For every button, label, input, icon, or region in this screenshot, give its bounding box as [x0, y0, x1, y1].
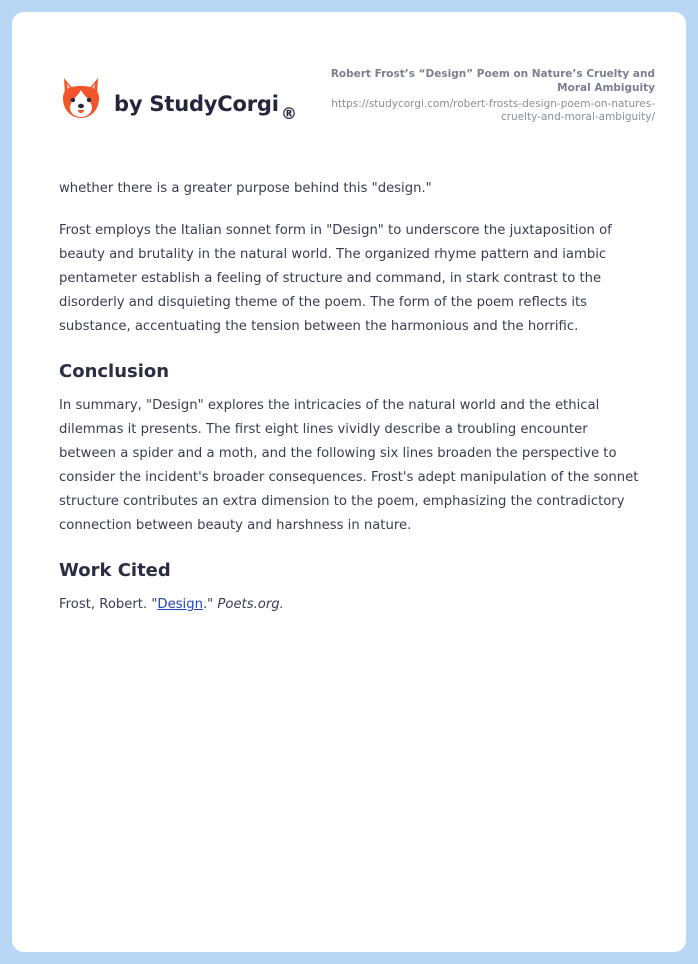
paragraph: Frost employs the Italian sonnet form in "Design" to underscore the juxtaposition of beauty and brutality in the natural world. The organized rhyme pattern and iambic pentameter establish a feeling of structure and command, in stark contrast to the disorderly and disquieting theme of the poem. The form of the poem reflects its substance, accentuating the tension between the harmonious and the horrific. [59, 223, 612, 334]
citation-mid: ." [202, 597, 218, 612]
corgi-logo-icon [60, 76, 102, 122]
works-cited-heading: Work Cited [59, 560, 171, 581]
conclusion-paragraph: In summary, "Design" explores the intricacies of the natural world and the ethical dilemmas it presents. The first eight lines vividly describe a troubling encounter between a spider and a moth, and the following six lines broaden the perspective to consider the incident's broader consequences. Frost's adept manipulation of the sonnet structure contributes an extra dimension to the poem, emphasizing the contradictory connection between beauty and harshness in nature. [59, 398, 639, 533]
logo-wordmark: by StudyCorgi [114, 92, 279, 116]
citation-source: Poets.org. [217, 597, 284, 612]
document-title: Robert Frost’s “Design” Poem on Nature’s Cruelty and Moral Ambiguity [330, 68, 655, 94]
citation [59, 593, 641, 617]
citation-author: Frost, Robert. " [59, 597, 158, 612]
document-url[interactable]: https://studycorgi.com/robert-frosts-design-poem-on-natures-cruelty-and-moral-ambiguity/ [331, 98, 655, 123]
paragraph: whether there is a greater purpose behind this "design." [59, 181, 432, 196]
document-meta [325, 67, 655, 124]
registered-mark: ® [281, 104, 297, 123]
studycorgi-logo[interactable] [60, 76, 297, 123]
citation-link[interactable]: Design [157, 597, 203, 612]
document-page [12, 12, 686, 952]
conclusion-heading: Conclusion [59, 361, 170, 382]
essay-content [59, 177, 641, 635]
